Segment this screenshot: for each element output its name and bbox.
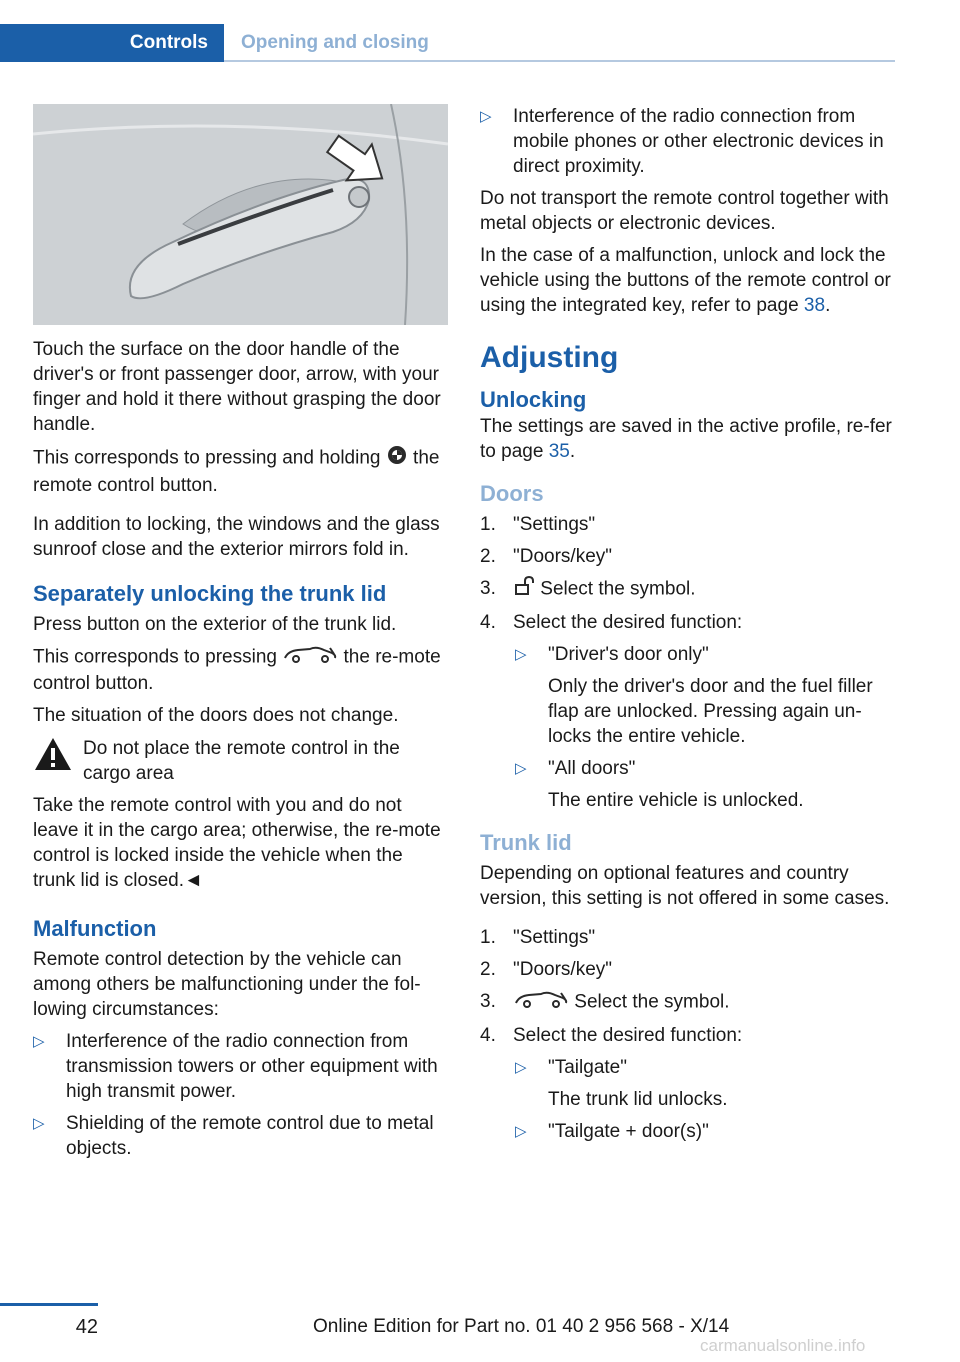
step-number: 4. [480,1025,496,1046]
trunk-corresponds-text [33,644,445,696]
corresponds-text-b: the remote control button. [33,447,440,496]
step-number: 3. [480,991,496,1012]
bullet-marker: ▷ [515,1123,527,1140]
car-trunk-icon [513,989,569,1016]
option-title: "All doors" [548,758,636,779]
list-item [480,610,892,635]
list-item [480,576,892,603]
list-item [515,1055,892,1080]
step-text: "Doors/key" [513,959,613,980]
option-title: "Driver's door only" [548,644,709,665]
step-number: 4. [480,612,496,633]
page-link-38[interactable]: 38 [803,295,826,316]
trunk-corresponds-a: This corresponds to pressing [33,646,277,668]
warning-notice [33,736,445,786]
step-text: Select the desired function: [513,612,743,633]
step-number: 2. [480,959,496,980]
transport-text: Do not transport the remote control together with metal objects or electronic devices. [480,188,889,234]
page-number: 42 [75,1316,98,1338]
malfunction-unlock-a: In the case of a malfunction, unlock and lock the vehicle using the buttons of the remote control or using the integrated key, refer to page [480,245,891,316]
step-text: Select the symbol. [540,578,696,600]
page-header [0,0,895,62]
option-desc: Only the driver's door and the fuel filler flap are unlocked. Pressing again un-locks the entire vehicle. [548,676,873,747]
list-item [480,104,892,179]
bullet-text: Shielding of the remote control due to metal objects. [66,1113,434,1159]
malfunction-unlock-text [480,243,892,318]
header-rule [224,60,895,62]
warning-icon [33,736,73,772]
step-number: 1. [480,927,496,948]
heading-trunk-lid: Separately unlocking the trunk lid [33,581,387,606]
trunk-button-text: Press button on the exterior of the trunk lid. [33,614,397,635]
door-handle-photo [33,104,448,325]
malfunction-text: Remote control detection by the vehicle can among others be malfunctioning under the fol-lowing circumstances: [33,949,421,1020]
instruction-touch-text: Touch the surface on the door handle of the driver's or front passenger door, arrow, with your finger and hold it there without grasping the door handle. [33,339,441,435]
heading-adjusting: Adjusting [480,341,619,374]
heading-trunk-lid-settings: Trunk lid [480,830,572,855]
corresponds-text-a: This corresponds to pressing and holding [33,447,381,469]
list-item [480,512,892,537]
period: . [825,295,831,316]
settings-saved-a: The settings are saved in the active profile, re-fer to page [480,416,892,462]
bullet-marker: ▷ [515,760,527,777]
list-item [515,642,892,667]
settings-saved-text [480,414,892,464]
step-text: "Settings" [513,514,596,535]
list-item [33,1111,445,1161]
option-desc: The trunk lid unlocks. [548,1089,728,1110]
corresponds-text [33,444,445,498]
list-item [33,1029,445,1104]
footer-rule [0,1303,98,1306]
bullet-text: Interference of the radio connection from mobile phones or other electronic devices in direct proximity. [513,106,884,177]
car-trunk-icon [282,644,338,671]
list-item [515,1119,892,1144]
left-column [33,104,445,1168]
right-column [480,104,892,1151]
windows-close-text: In addition to locking, the windows and the glass sunroof close and the exterior mirrors fold in. [33,514,440,560]
section-tab-controls[interactable]: Controls [0,24,224,62]
step-text: "Settings" [513,927,596,948]
trunk-corresponds-b: the re-mote control button. [33,646,441,694]
edition-text: Online Edition for Part no. 01 40 2 956 568 - X/14 [313,1316,730,1337]
bullet-marker: ▷ [33,1033,45,1050]
step-text: Select the symbol. [574,991,730,1013]
option-title: "Tailgate + door(s)" [548,1121,709,1142]
step-number: 2. [480,546,496,567]
heading-malfunction: Malfunction [33,916,157,941]
warning-title: Do not place the remote control in the cargo area [83,738,400,784]
doors-unchanged-text: The situation of the doors does not change. [33,705,399,726]
option-title: "Tailgate" [548,1057,627,1078]
bullet-text: Interference of the radio connection from transmission towers or other equipment with high transmit power. [66,1031,438,1102]
list-item [515,756,892,781]
warning-body: Take the remote control with you and do not leave it in the cargo area; otherwise, the re-mote control is locked inside the vehicle when the trunk lid is closed.◄ [33,795,441,891]
step-text: Select the desired function: [513,1025,743,1046]
list-item [480,957,892,982]
step-text: "Doors/key" [513,546,613,567]
trunk-availability-text: Depending on optional features and country version, this setting is not offered in some cases. [480,863,890,909]
watermark-text: carmanualsonline.info [700,1336,866,1355]
lock-button-icon [386,444,408,473]
heading-doors: Doors [480,481,544,506]
bullet-marker: ▷ [480,108,492,125]
bullet-marker: ▷ [515,1059,527,1076]
list-item [480,544,892,569]
list-item [480,1023,892,1048]
list-item [480,925,892,950]
bullet-marker: ▷ [33,1115,45,1132]
bullet-marker: ▷ [515,646,527,663]
step-number: 3. [480,578,496,599]
list-item [480,989,892,1016]
period: . [569,441,576,462]
unlock-icon [513,576,535,603]
section-tab-opening-closing[interactable]: Opening and closing [241,32,429,53]
option-desc: The entire vehicle is unlocked. [548,790,804,811]
page-link-35[interactable]: 35 [548,441,570,462]
heading-unlocking: Unlocking [480,387,587,412]
step-number: 1. [480,514,496,535]
